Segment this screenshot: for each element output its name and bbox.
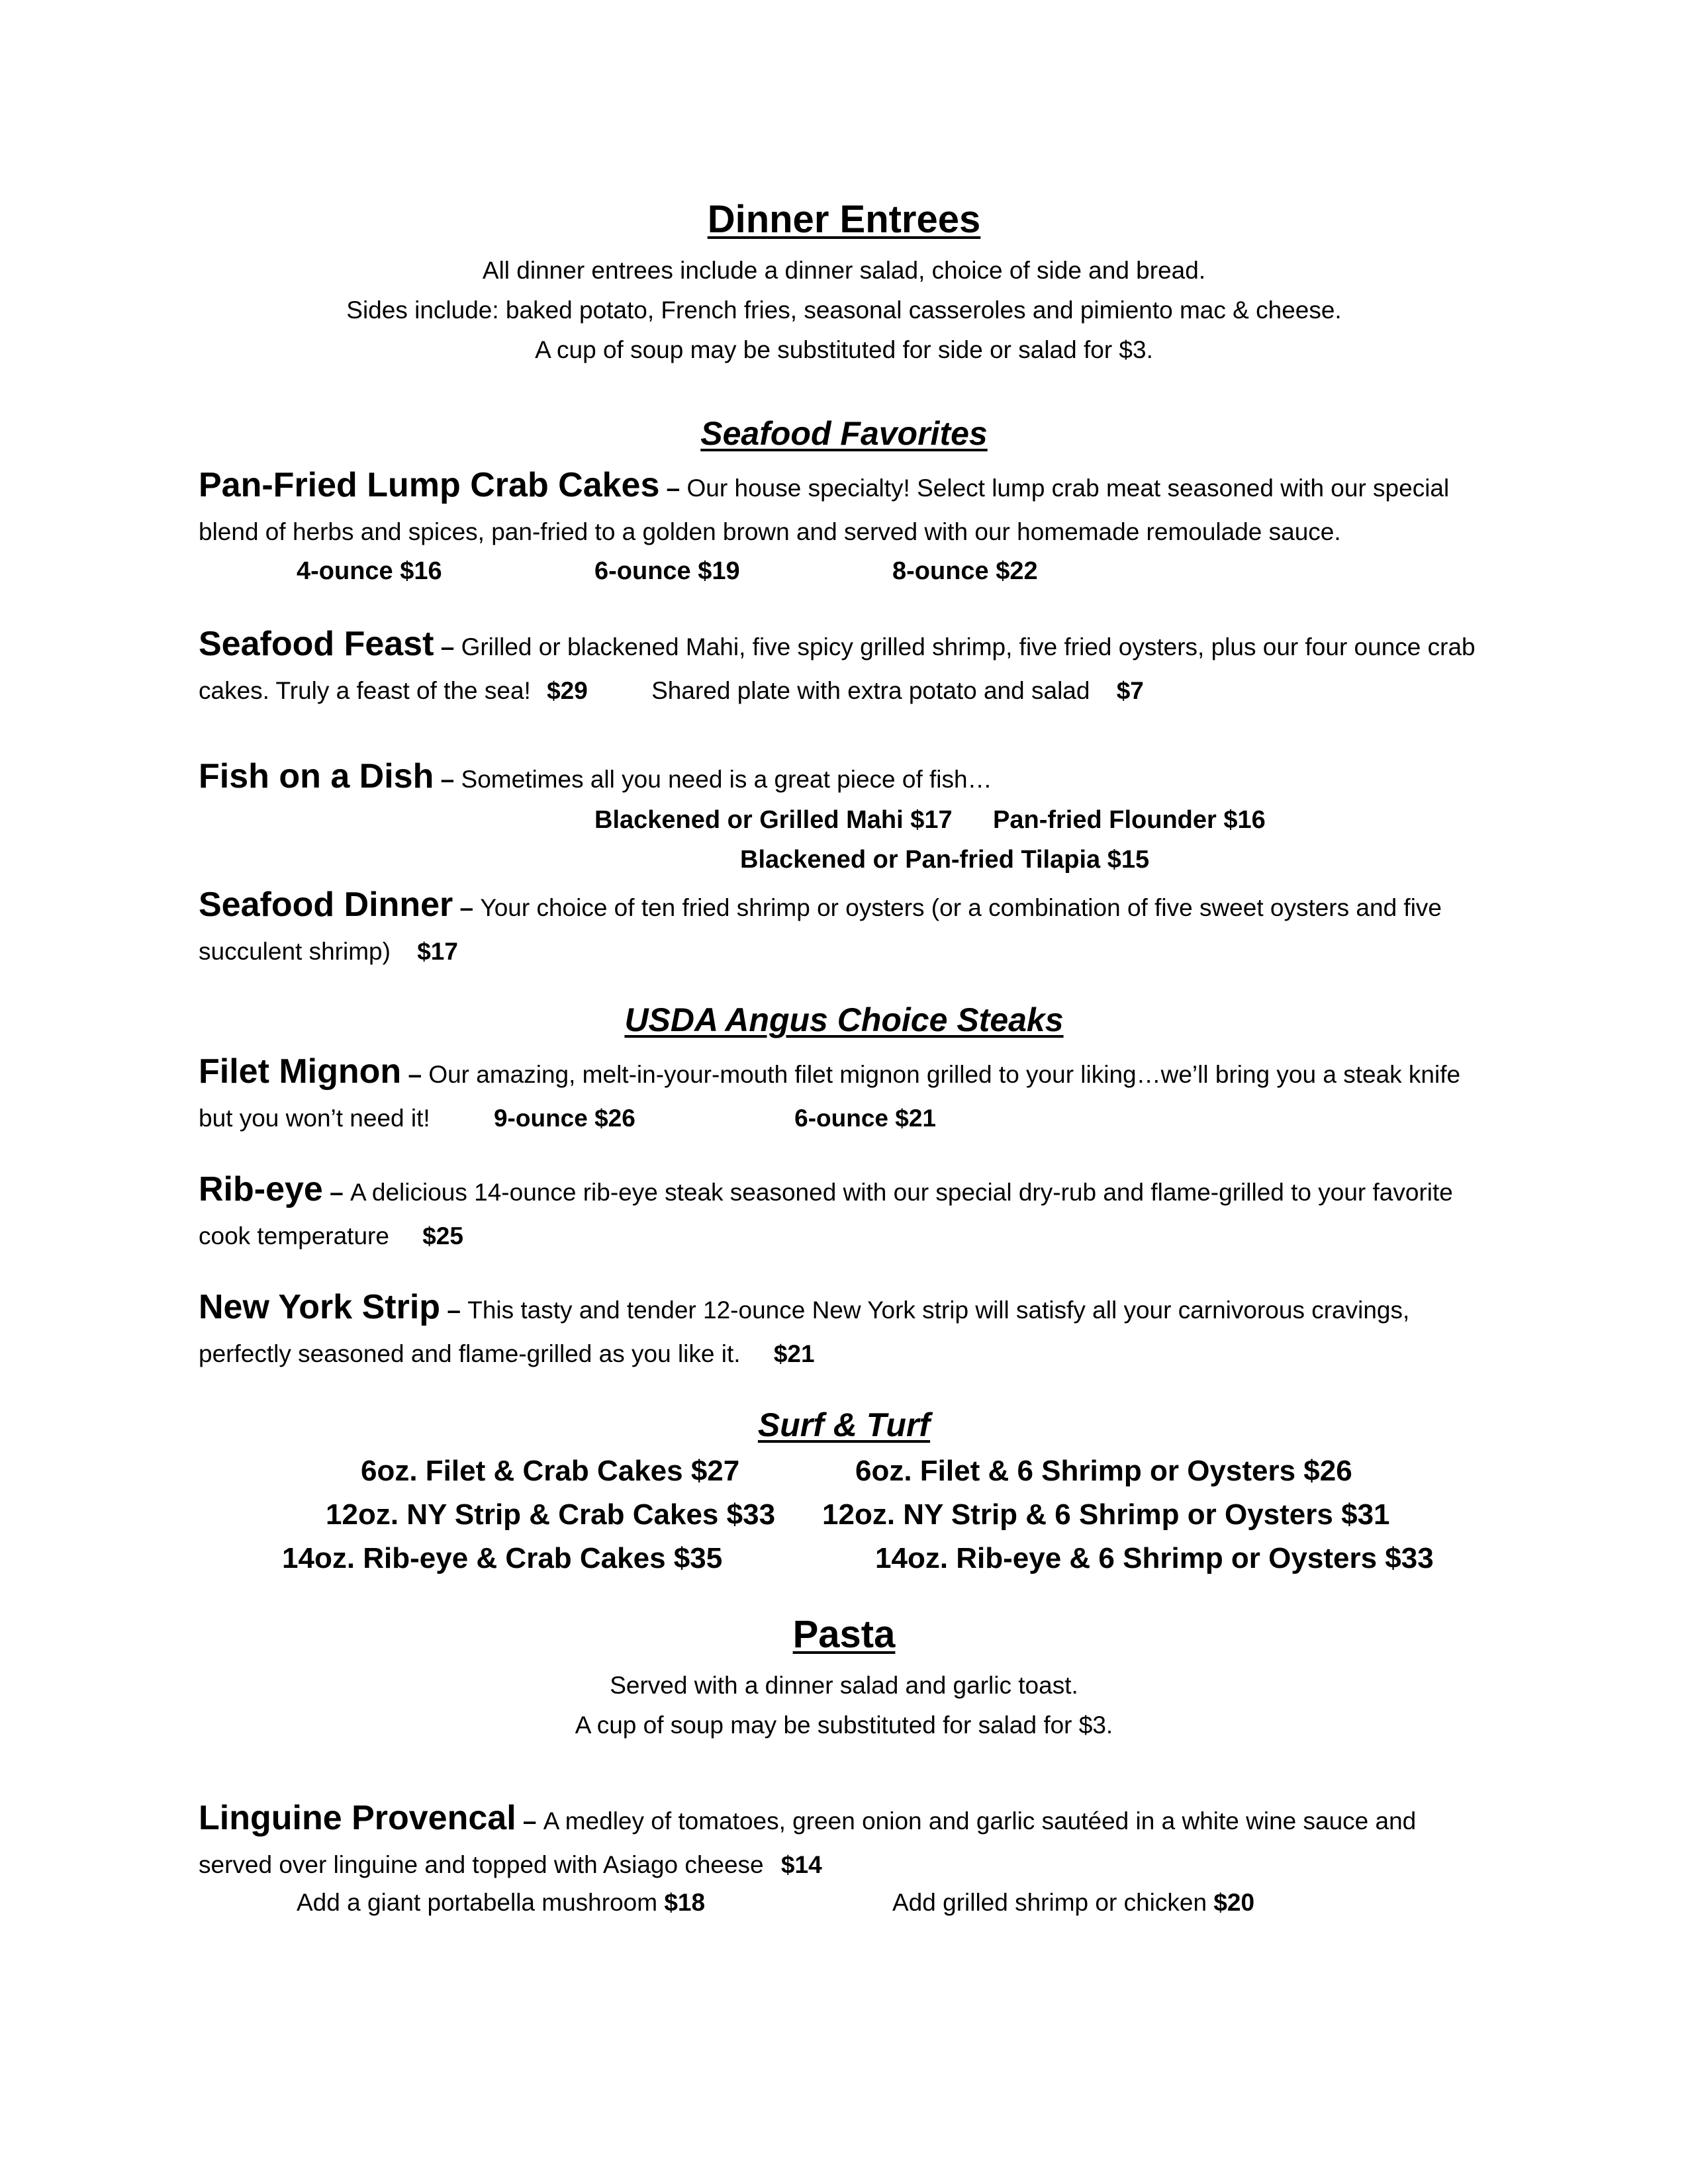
size-price: 4-ounce $16 [297,557,442,585]
surf-turf-option: 12oz. NY Strip & 6 Shrimp or Oysters $31 [822,1498,1390,1531]
size-price: 9-ounce $26 [493,1105,635,1132]
addon-label: Add a giant portabella mushroom [297,1889,658,1916]
surf-turf-option: 6oz. Filet & Crab Cakes $27 [361,1455,740,1487]
size-price: 6-ounce $21 [794,1105,936,1132]
item-description: Sometimes all you need is a great piece of fish… [461,766,992,793]
item-description: Our amazing, melt-in-your-mouth filet mignon grilled to your liking…we’ll bring you a steak knife but you won’t need it! [199,1061,1461,1132]
item-name: Rib-eye [199,1170,323,1208]
intro-line-3: A cup of soup may be substituted for side or salad for $3. [535,336,1153,363]
addon-label: Add grilled shrimp or chicken [892,1889,1207,1916]
addon-price: $18 [664,1889,706,1916]
shared-plate-label: Shared plate with extra potato and salad [651,677,1090,704]
addon-price: $20 [1213,1889,1255,1916]
fish-option: Blackened or Pan-fried Tilapia $15 [740,846,1150,874]
item-price: $14 [780,1851,822,1878]
section-heading-pasta: Pasta [792,1613,896,1656]
surf-turf-option: 12oz. NY Strip & Crab Cakes $33 [326,1498,776,1531]
item-name: Fish on a Dish [199,757,434,796]
item-name: Filet Mignon [199,1052,402,1091]
item-price: $17 [417,938,458,965]
surf-turf-option: 6oz. Filet & 6 Shrimp or Oysters $26 [855,1455,1352,1487]
menu-item-crab-cakes: Pan-Fried Lump Crab Cakes – Our house specialty! Select lump crab meat seasoned with our special blend of herbs and spices, pan-fried to a golden brown and served with our homemade remoulade sauce. [199,466,1450,545]
surf-turf-option: 14oz. Rib-eye & Crab Cakes $35 [282,1542,723,1574]
pasta-intro-line-2: A cup of soup may be substituted for salad for $3. [575,1711,1113,1739]
fish-option: Pan-fried Flounder $16 [993,806,1266,834]
menu-item-fish-on-a-dish: Fish on a Dish – Sometimes all you need is a great piece of fish… [199,757,992,796]
item-name: New York Strip [199,1288,441,1326]
intro-line-2: Sides include: baked potato, French fries, seasonal casseroles and pimiento mac & cheese. [346,296,1342,324]
menu-item-filet-mignon: Filet Mignon – Our amazing, melt-in-your-mouth filet mignon grilled to your liking…we’ll bring you a steak knife but you won’t need it! 9-ounce $26 6-ounce $21 [199,1052,1461,1132]
addon-portabella [297,1889,705,1917]
menu-item-linguine-provencal: Linguine Provencal – A medley of tomatoes, green onion and garlic sautéed in a white wine sauce and served over linguine and topped with Asiago cheese $14 [199,1799,1417,1878]
item-description: Grilled or blackened Mahi, five spicy grilled shrimp, five fried oysters, plus our four ounce crab cakes. Truly a feast of the sea! [199,633,1476,704]
fish-option: Blackened or Grilled Mahi $17 [594,806,953,834]
item-description: Your choice of ten fried shrimp or oysters (or a combination of five sweet oysters and five succulent shrimp) [199,894,1442,965]
item-description: A medley of tomatoes, green onion and garlic sautéed in a white wine sauce and served over linguine and topped with Asiago cheese [199,1807,1417,1878]
item-description: This tasty and tender 12-ounce New York strip will satisfy all your carnivorous cravings, perfectly seasoned and flame-grilled as you like it. [199,1297,1410,1367]
section-heading-steaks: USDA Angus Choice Steaks [624,1001,1064,1038]
item-name: Pan-Fried Lump Crab Cakes [199,466,660,504]
menu-item-rib-eye: Rib-eye – A delicious 14-ounce rib-eye steak seasoned with our special dry-rub and flame-grilled to your favorite cook temperature $25 [199,1170,1453,1250]
item-price: $21 [773,1340,815,1367]
item-description: Our house specialty! Select lump crab meat seasoned with our special blend of herbs and spices, pan-fried to a golden brown and served with our homemade remoulade sauce. [199,475,1450,545]
item-price: $25 [422,1222,463,1250]
size-price: 8-ounce $22 [892,557,1038,585]
item-name: Linguine Provencal [199,1799,516,1837]
section-heading-surf-turf: Surf & Turf [757,1406,931,1443]
size-price: 6-ounce $19 [594,557,740,585]
page-title: Dinner Entrees [707,198,981,241]
section-heading-seafood: Seafood Favorites [700,415,988,452]
surf-turf-option: 14oz. Rib-eye & 6 Shrimp or Oysters $33 [875,1542,1434,1574]
item-description: A delicious 14-ounce rib-eye steak seasoned with our special dry-rub and flame-grilled to your favorite cook temperature [199,1179,1453,1250]
intro-line-1: All dinner entrees include a dinner salad, choice of side and bread. [482,257,1206,284]
item-name: Seafood Dinner [199,886,453,924]
menu-item-new-york-strip: New York Strip – This tasty and tender 12-ounce New York strip will satisfy all your carnivorous cravings, perfectly seasoned and flame-grilled as you like it. $21 [199,1288,1410,1367]
menu-item-seafood-feast: Seafood Feast – Grilled or blackened Mahi, five spicy grilled shrimp, five fried oysters, plus our four ounce crab cakes. Truly a feast of the sea! $29 Shared plate with extra potato and salad $7 [199,625,1476,704]
pasta-intro-line-1: Served with a dinner salad and garlic toast. [610,1672,1078,1699]
item-name: Seafood Feast [199,625,434,663]
item-price: $29 [547,677,588,704]
shared-plate-price: $7 [1116,677,1144,704]
addon-shrimp-chicken [892,1889,1254,1917]
menu-item-seafood-dinner: Seafood Dinner – Your choice of ten fried shrimp or oysters (or a combination of five sweet oysters and five succulent shrimp) $17 [199,886,1442,965]
